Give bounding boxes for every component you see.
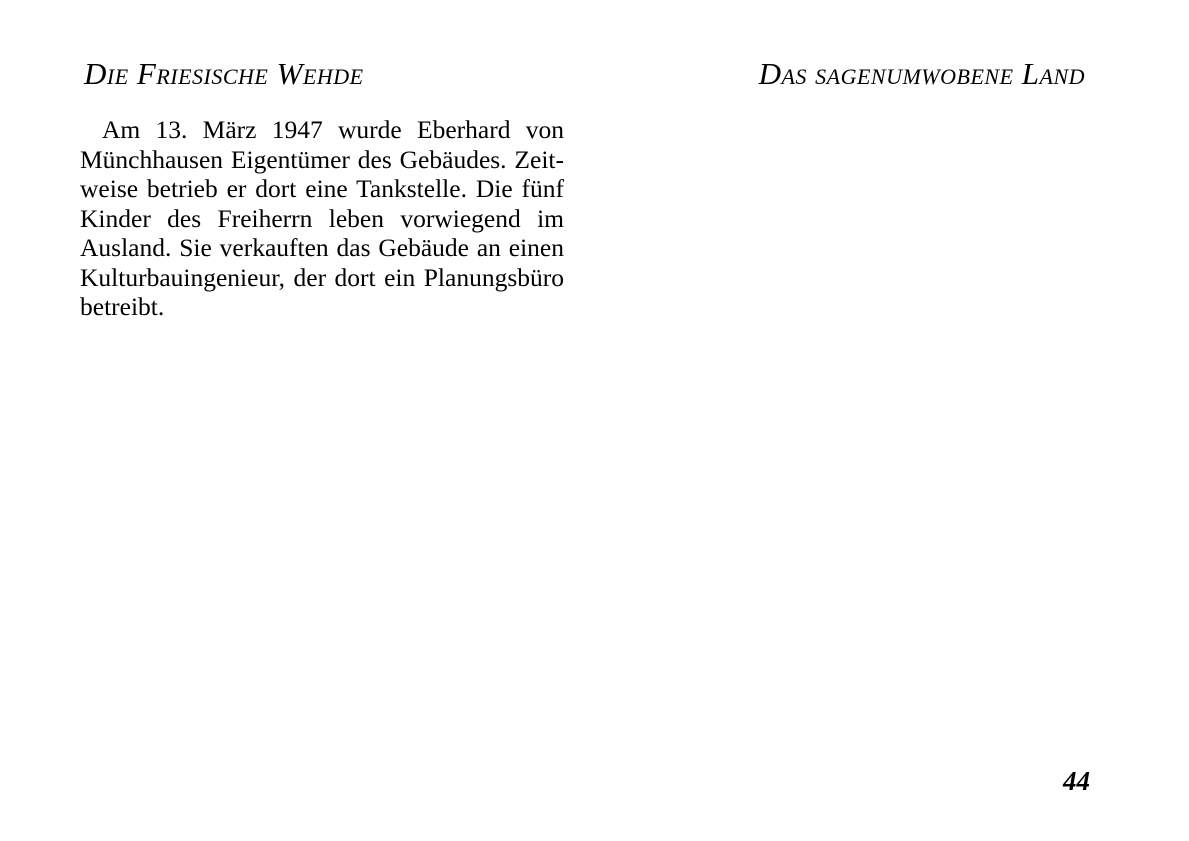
paragraph-line: Kulturbauingenieur, der dort ein Planungsbüro bbox=[80, 262, 564, 292]
paragraph-line: Am 13. März 1947 wurde Eberhard von bbox=[102, 115, 564, 144]
paragraph-line: Münchhausen Eigentümer des Gebäudes. Zeit- bbox=[80, 144, 564, 174]
paragraph-line: Kinder des Freiherrn leben vorwiegend im bbox=[80, 203, 564, 233]
page-number: 44 bbox=[1063, 766, 1090, 796]
running-head-right: Das sagenumwobene Land bbox=[758, 56, 1085, 91]
paragraph-line: betreibt. bbox=[80, 292, 165, 321]
paragraph-line: weise betrieb er dort eine Tankstelle. Die fünf bbox=[80, 174, 564, 203]
paragraph-line: Ausland. Sie verkauften das Gebäude an einen bbox=[80, 233, 564, 262]
body-paragraph bbox=[80, 115, 564, 322]
running-head-left: Die Friesische Wehde bbox=[84, 56, 364, 91]
